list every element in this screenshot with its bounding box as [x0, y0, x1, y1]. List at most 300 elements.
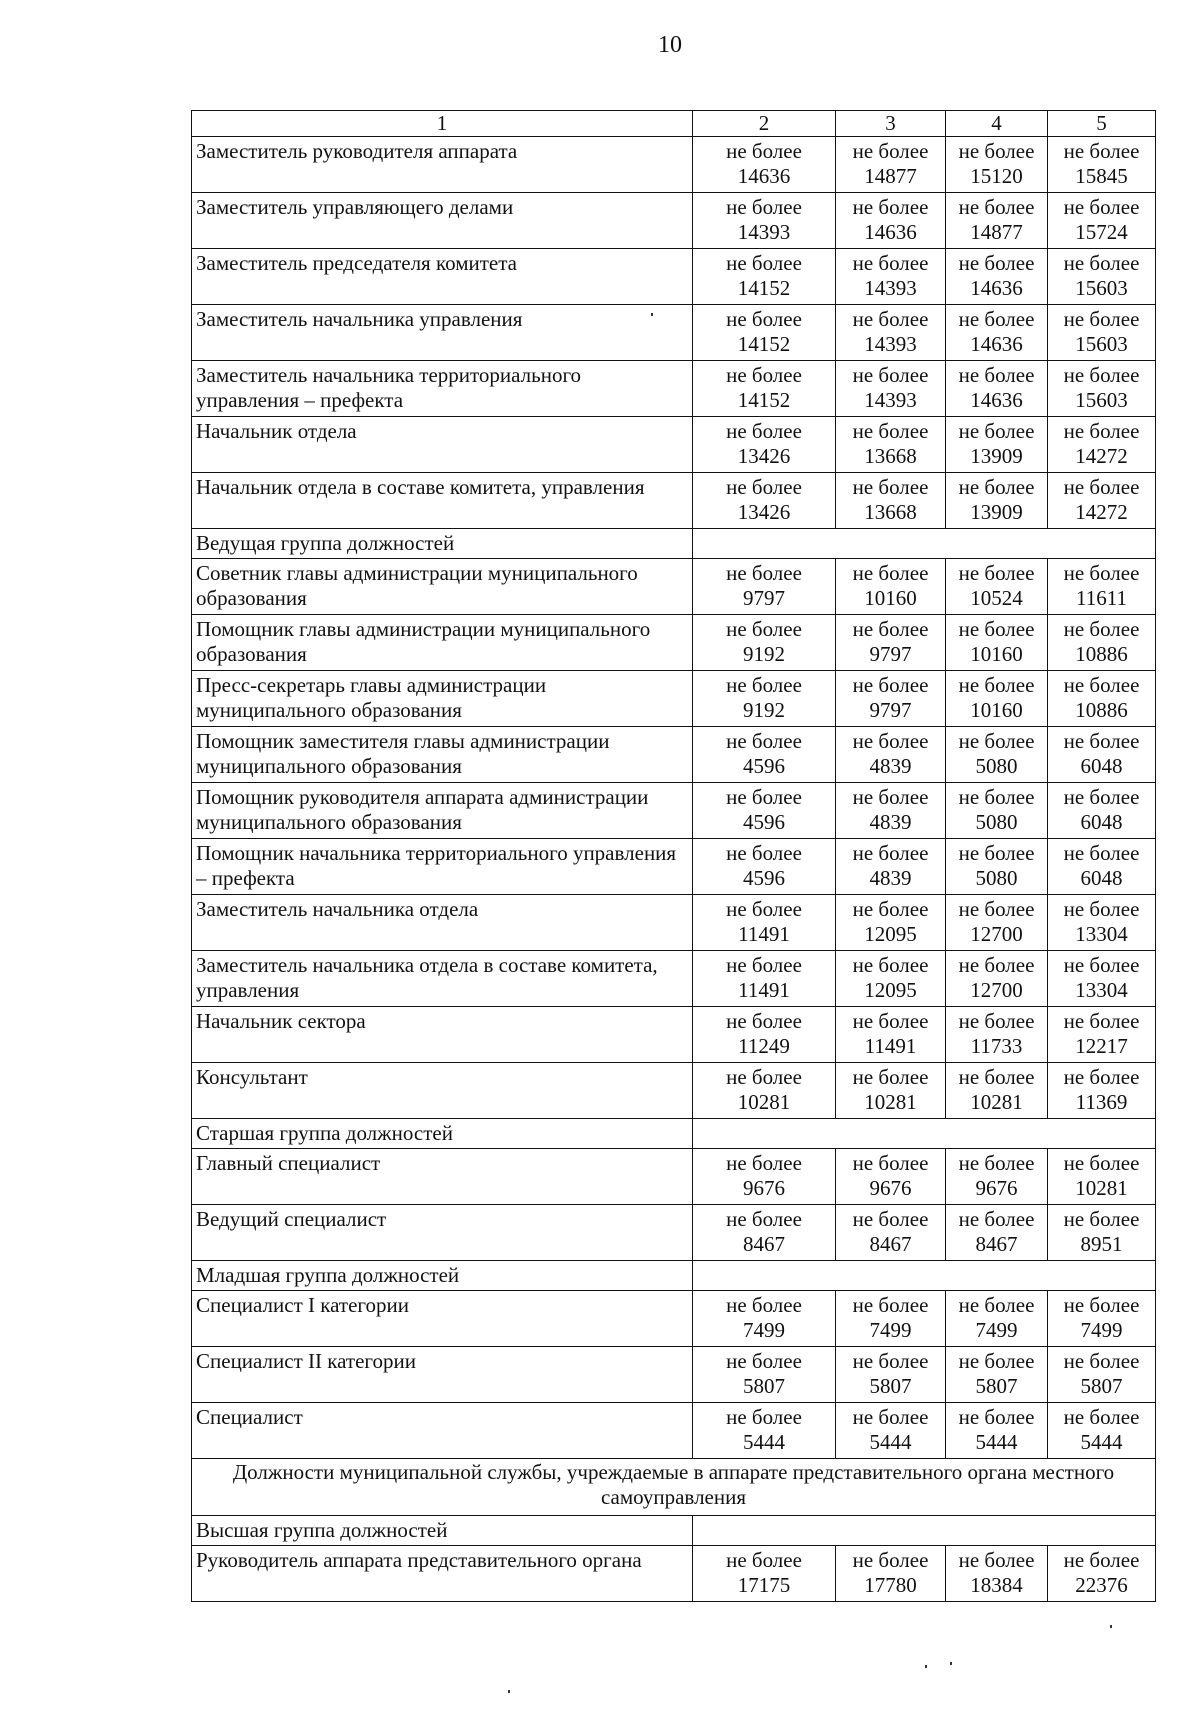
- table-row: [192, 193, 1156, 249]
- salary-value: 12700: [970, 978, 1023, 1002]
- limit-prefix: не более: [852, 561, 929, 585]
- table-row: [192, 727, 1156, 783]
- salary-cell: [1048, 1205, 1156, 1261]
- salary-value: 11249: [738, 1034, 790, 1058]
- salary-cell: [693, 783, 836, 839]
- salary-cell: [836, 559, 946, 615]
- limit-prefix: не более: [1063, 307, 1140, 331]
- position-name: Заместитель председателя комитета: [192, 249, 693, 305]
- table-row: [192, 1149, 1156, 1205]
- salary-value: 11733: [970, 1034, 1023, 1058]
- limit-prefix: не более: [1063, 897, 1140, 921]
- salary-value: 5080: [975, 810, 1018, 834]
- salary-cell: [836, 193, 946, 249]
- table-row: [192, 783, 1156, 839]
- salary-value: 6048: [1080, 754, 1123, 778]
- salary-value: 15603: [1075, 388, 1128, 412]
- empty-cell: [693, 529, 1156, 559]
- table-row: [192, 305, 1156, 361]
- salary-cell: [1048, 559, 1156, 615]
- position-name: Помощник руководителя аппарата администрации муниципального образования: [192, 783, 693, 839]
- limit-prefix: не более: [1063, 729, 1140, 753]
- salary-cell: [946, 615, 1048, 671]
- salary-cell: [946, 1403, 1048, 1459]
- salary-cell: [836, 1205, 946, 1261]
- group-title: Младшая группа должностей: [192, 1261, 693, 1291]
- salary-cell: [836, 361, 946, 417]
- salary-value: 11491: [738, 922, 790, 946]
- salary-cell: [946, 839, 1048, 895]
- salary-value: 5080: [975, 866, 1018, 890]
- limit-prefix: не более: [852, 419, 929, 443]
- table-row: [192, 895, 1156, 951]
- limit-prefix: не более: [852, 1009, 929, 1033]
- limit-prefix: не более: [1063, 561, 1140, 585]
- limit-prefix: не более: [958, 561, 1035, 585]
- position-name: Начальник сектора: [192, 1007, 693, 1063]
- limit-prefix: не более: [852, 673, 929, 697]
- table-row: [192, 1007, 1156, 1063]
- limit-prefix: не более: [1063, 1548, 1140, 1572]
- limit-prefix: не более: [958, 1207, 1035, 1231]
- limit-prefix: не более: [726, 785, 802, 809]
- limit-prefix: не более: [958, 363, 1035, 387]
- table-row: [192, 1291, 1156, 1347]
- salary-cell: [946, 1149, 1048, 1205]
- limit-prefix: не более: [958, 251, 1035, 275]
- limit-prefix: не более: [1063, 1009, 1140, 1033]
- limit-prefix: не более: [852, 1151, 929, 1175]
- salary-cell: [836, 951, 946, 1007]
- table-body: [192, 137, 1156, 1602]
- limit-prefix: не более: [958, 785, 1035, 809]
- salary-cell: [693, 417, 836, 473]
- scan-artifact: [1110, 1625, 1112, 1628]
- salary-value: 10281: [970, 1090, 1023, 1114]
- salary-cell: [836, 727, 946, 783]
- salary-cell: [946, 249, 1048, 305]
- salary-cell: [946, 417, 1048, 473]
- salary-cell: [1048, 305, 1156, 361]
- table-row: [192, 137, 1156, 193]
- limit-prefix: не более: [1063, 953, 1140, 977]
- salary-cell: [946, 1347, 1048, 1403]
- table-row: [192, 951, 1156, 1007]
- salary-cell: [693, 839, 836, 895]
- limit-prefix: не более: [726, 363, 802, 387]
- salary-value: 10160: [864, 586, 917, 610]
- limit-prefix: не более: [852, 841, 929, 865]
- table-row: [192, 671, 1156, 727]
- limit-prefix: не более: [958, 475, 1035, 499]
- salary-value: 5807: [869, 1374, 912, 1398]
- salary-value: 14272: [1075, 500, 1128, 524]
- salary-cell: [693, 193, 836, 249]
- salary-value: 15724: [1075, 220, 1128, 244]
- salary-cell: [693, 1063, 836, 1119]
- limit-prefix: не более: [726, 475, 802, 499]
- salary-cell: [693, 1291, 836, 1347]
- position-name: Специалист II категории: [192, 1347, 693, 1403]
- limit-prefix: не более: [1063, 1293, 1140, 1317]
- salary-value: 7499: [975, 1318, 1018, 1342]
- salary-value: 7499: [743, 1318, 785, 1342]
- group-row: [192, 1119, 1156, 1149]
- salary-cell: [1048, 615, 1156, 671]
- salary-cell: [836, 839, 946, 895]
- position-name: Советник главы администрации муниципального образования: [192, 559, 693, 615]
- salary-cell: [1048, 1007, 1156, 1063]
- salary-cell: [1048, 1347, 1156, 1403]
- table-row: [192, 473, 1156, 529]
- salary-value: 10160: [970, 642, 1023, 666]
- group-row: [192, 1516, 1156, 1546]
- salary-cell: [946, 305, 1048, 361]
- salary-cell: [836, 895, 946, 951]
- salary-cell: [836, 305, 946, 361]
- limit-prefix: не более: [1063, 785, 1140, 809]
- limit-prefix: не более: [726, 419, 802, 443]
- salary-value: 8467: [975, 1232, 1018, 1256]
- limit-prefix: не более: [726, 1548, 802, 1572]
- salary-value: 5444: [869, 1430, 912, 1454]
- salary-cell: [693, 1403, 836, 1459]
- limit-prefix: не более: [852, 1405, 929, 1429]
- salary-value: 6048: [1080, 866, 1123, 890]
- limit-prefix: не более: [958, 1349, 1035, 1373]
- salary-value: 12700: [970, 922, 1023, 946]
- section-title: Должности муниципальной службы, учреждаемые в аппарате представительного органа местного самоуправления: [192, 1459, 1156, 1516]
- salary-value: 13909: [970, 500, 1023, 524]
- limit-prefix: не более: [726, 617, 802, 641]
- salary-cell: [1048, 1546, 1156, 1602]
- salary-cell: [1048, 783, 1156, 839]
- position-name: Специалист I категории: [192, 1291, 693, 1347]
- salary-value: 14636: [970, 332, 1023, 356]
- limit-prefix: не более: [852, 1548, 929, 1572]
- salary-cell: [946, 1546, 1048, 1602]
- limit-prefix: не более: [1063, 1065, 1140, 1089]
- salary-value: 12217: [1075, 1034, 1128, 1058]
- salary-value: 14636: [864, 220, 917, 244]
- salary-value: 14877: [864, 164, 917, 188]
- salary-cell: [693, 1205, 836, 1261]
- salary-value: 10281: [1075, 1176, 1128, 1200]
- salary-value: 22376: [1075, 1573, 1128, 1597]
- limit-prefix: не более: [1063, 841, 1140, 865]
- group-row: [192, 529, 1156, 559]
- limit-prefix: не более: [1063, 617, 1140, 641]
- salary-cell: [836, 1007, 946, 1063]
- salary-cell: [1048, 671, 1156, 727]
- salary-cell: [836, 1403, 946, 1459]
- salary-value: 11369: [1075, 1090, 1128, 1114]
- group-title: Ведущая группа должностей: [192, 529, 693, 559]
- salary-value: 9192: [743, 642, 785, 666]
- salary-cell: [946, 559, 1048, 615]
- limit-prefix: не более: [958, 195, 1035, 219]
- salary-cell: [693, 473, 836, 529]
- salary-value: 10886: [1075, 698, 1128, 722]
- limit-prefix: не более: [852, 1349, 929, 1373]
- column-header: 4: [946, 111, 1048, 137]
- salary-value: 9797: [869, 698, 912, 722]
- salary-cell: [693, 137, 836, 193]
- salary-value: 14877: [970, 220, 1023, 244]
- limit-prefix: не более: [726, 1065, 802, 1089]
- salary-value: 13426: [737, 500, 791, 524]
- salary-cell: [946, 951, 1048, 1007]
- limit-prefix: не более: [958, 617, 1035, 641]
- salary-value: 5807: [975, 1374, 1018, 1398]
- limit-prefix: не более: [958, 1009, 1035, 1033]
- salary-cell: [1048, 249, 1156, 305]
- table-row: [192, 1205, 1156, 1261]
- salary-value: 4596: [743, 754, 785, 778]
- limit-prefix: не более: [958, 1548, 1035, 1572]
- salary-cell: [1048, 1063, 1156, 1119]
- limit-prefix: не более: [958, 841, 1035, 865]
- position-name: Пресс-секретарь главы администрации муниципального образования: [192, 671, 693, 727]
- limit-prefix: не более: [726, 139, 802, 163]
- position-name: Консультант: [192, 1063, 693, 1119]
- position-name: Заместитель управляющего делами: [192, 193, 693, 249]
- limit-prefix: не более: [852, 617, 929, 641]
- limit-prefix: не более: [1063, 1151, 1140, 1175]
- salary-value: 9797: [743, 586, 785, 610]
- limit-prefix: не более: [1063, 1207, 1140, 1231]
- salary-value: 14393: [864, 276, 917, 300]
- limit-prefix: не более: [852, 363, 929, 387]
- column-header: 2: [693, 111, 836, 137]
- position-name: Заместитель начальника территориального управления – префекта: [192, 361, 693, 417]
- salary-value: 5080: [975, 754, 1018, 778]
- salary-cell: [1048, 727, 1156, 783]
- salary-value: 15603: [1075, 332, 1128, 356]
- limit-prefix: не более: [726, 1151, 802, 1175]
- salary-cell: [946, 727, 1048, 783]
- limit-prefix: не более: [1063, 251, 1140, 275]
- salary-value: 8467: [743, 1232, 785, 1256]
- salary-cell: [836, 473, 946, 529]
- salary-cell: [946, 137, 1048, 193]
- salary-value: 5807: [1080, 1374, 1123, 1398]
- limit-prefix: не более: [852, 307, 929, 331]
- group-title: Высшая группа должностей: [192, 1516, 693, 1546]
- limit-prefix: не более: [726, 251, 802, 275]
- table-row: [192, 839, 1156, 895]
- salary-cell: [1048, 361, 1156, 417]
- salary-value: 4596: [743, 810, 785, 834]
- salary-value: 15603: [1075, 276, 1128, 300]
- limit-prefix: не более: [852, 1065, 929, 1089]
- salary-cell: [693, 1149, 836, 1205]
- salary-value: 6048: [1080, 810, 1123, 834]
- salary-cell: [946, 193, 1048, 249]
- position-name: Руководитель аппарата представительного органа: [192, 1546, 693, 1602]
- position-name: Заместитель начальника управления: [192, 305, 693, 361]
- salary-value: 7499: [1080, 1318, 1123, 1342]
- salary-cell: [836, 1347, 946, 1403]
- salary-value: 9676: [869, 1176, 912, 1200]
- position-name: Главный специалист: [192, 1149, 693, 1205]
- salary-value: 14272: [1075, 444, 1128, 468]
- salary-value: 4839: [869, 754, 912, 778]
- salary-cell: [836, 615, 946, 671]
- table-row: [192, 361, 1156, 417]
- salary-value: 5444: [743, 1430, 785, 1454]
- position-name: Начальник отдела в составе комитета, управления: [192, 473, 693, 529]
- limit-prefix: не более: [852, 897, 929, 921]
- column-header: 3: [836, 111, 946, 137]
- scan-artifact: [950, 1662, 952, 1665]
- limit-prefix: не более: [726, 1293, 802, 1317]
- scan-artifact: [508, 1690, 510, 1693]
- position-name: Заместитель начальника отдела в составе комитета, управления: [192, 951, 693, 1007]
- salary-value: 11491: [864, 1034, 917, 1058]
- salary-value: 10160: [970, 698, 1023, 722]
- salary-value: 9676: [975, 1176, 1018, 1200]
- salary-cell: [693, 559, 836, 615]
- limit-prefix: не более: [958, 139, 1035, 163]
- group-title: Старшая группа должностей: [192, 1119, 693, 1149]
- salary-value: 9676: [743, 1176, 785, 1200]
- limit-prefix: не более: [958, 953, 1035, 977]
- position-name: Заместитель руководителя аппарата: [192, 137, 693, 193]
- salary-value: 14393: [864, 332, 917, 356]
- salary-cell: [836, 249, 946, 305]
- salary-cell: [1048, 951, 1156, 1007]
- salary-cell: [693, 305, 836, 361]
- table-row: [192, 615, 1156, 671]
- salary-value: 13909: [970, 444, 1023, 468]
- limit-prefix: не более: [726, 561, 802, 585]
- limit-prefix: не более: [958, 1293, 1035, 1317]
- limit-prefix: не более: [1063, 139, 1140, 163]
- limit-prefix: не более: [852, 785, 929, 809]
- salary-value: 13304: [1075, 978, 1128, 1002]
- limit-prefix: не более: [852, 195, 929, 219]
- salary-cell: [1048, 895, 1156, 951]
- salary-cell: [836, 137, 946, 193]
- empty-cell: [693, 1119, 1156, 1149]
- salary-cell: [693, 615, 836, 671]
- salary-cell: [836, 1546, 946, 1602]
- limit-prefix: не более: [726, 673, 802, 697]
- table-row: [192, 1403, 1156, 1459]
- empty-cell: [693, 1516, 1156, 1546]
- scan-artifact: [925, 1665, 927, 1668]
- limit-prefix: не более: [1063, 1405, 1140, 1429]
- empty-cell: [693, 1261, 1156, 1291]
- salary-value: 14152: [737, 332, 791, 356]
- salary-cell: [946, 671, 1048, 727]
- position-name: Помощник заместителя главы администрации муниципального образования: [192, 727, 693, 783]
- position-name: Помощник начальника территориального управления – префекта: [192, 839, 693, 895]
- salary-value: 10886: [1075, 642, 1128, 666]
- salary-value: 13304: [1075, 922, 1128, 946]
- limit-prefix: не более: [726, 897, 802, 921]
- column-header: 5: [1048, 111, 1156, 137]
- salary-value: 18384: [970, 1573, 1023, 1597]
- salary-cell: [836, 417, 946, 473]
- limit-prefix: не более: [1063, 673, 1140, 697]
- salary-cell: [693, 249, 836, 305]
- table-row: [192, 559, 1156, 615]
- limit-prefix: не более: [852, 953, 929, 977]
- salary-cell: [1048, 1403, 1156, 1459]
- limit-prefix: не более: [726, 1405, 802, 1429]
- table-row: [192, 1347, 1156, 1403]
- table-row: [192, 1546, 1156, 1602]
- position-name: Помощник главы администрации муниципального образования: [192, 615, 693, 671]
- limit-prefix: не более: [726, 307, 802, 331]
- salary-cell: [946, 783, 1048, 839]
- limit-prefix: не более: [1063, 419, 1140, 443]
- salary-value: 11491: [738, 978, 790, 1002]
- salary-value: 14636: [970, 276, 1023, 300]
- limit-prefix: не более: [852, 139, 929, 163]
- limit-prefix: не более: [1063, 363, 1140, 387]
- salary-value: 14636: [970, 388, 1023, 412]
- salary-cell: [693, 361, 836, 417]
- salary-cell: [946, 1291, 1048, 1347]
- limit-prefix: не более: [958, 1151, 1035, 1175]
- salary-value: 4596: [743, 866, 785, 890]
- salary-cell: [836, 1149, 946, 1205]
- salary-value: 14636: [737, 164, 791, 188]
- salary-value: 17175: [737, 1573, 791, 1597]
- limit-prefix: не более: [852, 1207, 929, 1231]
- salary-cell: [1048, 1149, 1156, 1205]
- position-name: Специалист: [192, 1403, 693, 1459]
- salary-value: 10281: [737, 1090, 791, 1114]
- salary-value: 13668: [864, 500, 917, 524]
- limit-prefix: не более: [852, 1293, 929, 1317]
- salary-cell: [693, 1347, 836, 1403]
- column-header: 1: [192, 111, 693, 137]
- limit-prefix: не более: [958, 673, 1035, 697]
- salary-cell: [946, 1205, 1048, 1261]
- salary-value: 14152: [737, 388, 791, 412]
- salary-cell: [693, 1546, 836, 1602]
- table-row: [192, 249, 1156, 305]
- salary-cell: [1048, 839, 1156, 895]
- page-number: 10: [658, 32, 682, 58]
- salary-cell: [1048, 137, 1156, 193]
- salary-cell: [946, 1063, 1048, 1119]
- salary-cell: [693, 727, 836, 783]
- salary-cell: [836, 783, 946, 839]
- limit-prefix: не более: [852, 729, 929, 753]
- salary-cell: [946, 1007, 1048, 1063]
- limit-prefix: не более: [958, 419, 1035, 443]
- salary-value: 14393: [737, 220, 791, 244]
- salary-cell: [836, 671, 946, 727]
- salary-value: 15120: [970, 164, 1023, 188]
- salary-cell: [693, 1007, 836, 1063]
- limit-prefix: не более: [852, 251, 929, 275]
- section-row: [192, 1459, 1156, 1516]
- salary-value: 10281: [864, 1090, 917, 1114]
- limit-prefix: не более: [726, 1349, 802, 1373]
- table-row: [192, 417, 1156, 473]
- salary-value: 15845: [1075, 164, 1128, 188]
- salary-cell: [693, 895, 836, 951]
- salary-cell: [836, 1291, 946, 1347]
- salary-table: [191, 110, 1156, 1602]
- limit-prefix: не более: [1063, 1349, 1140, 1373]
